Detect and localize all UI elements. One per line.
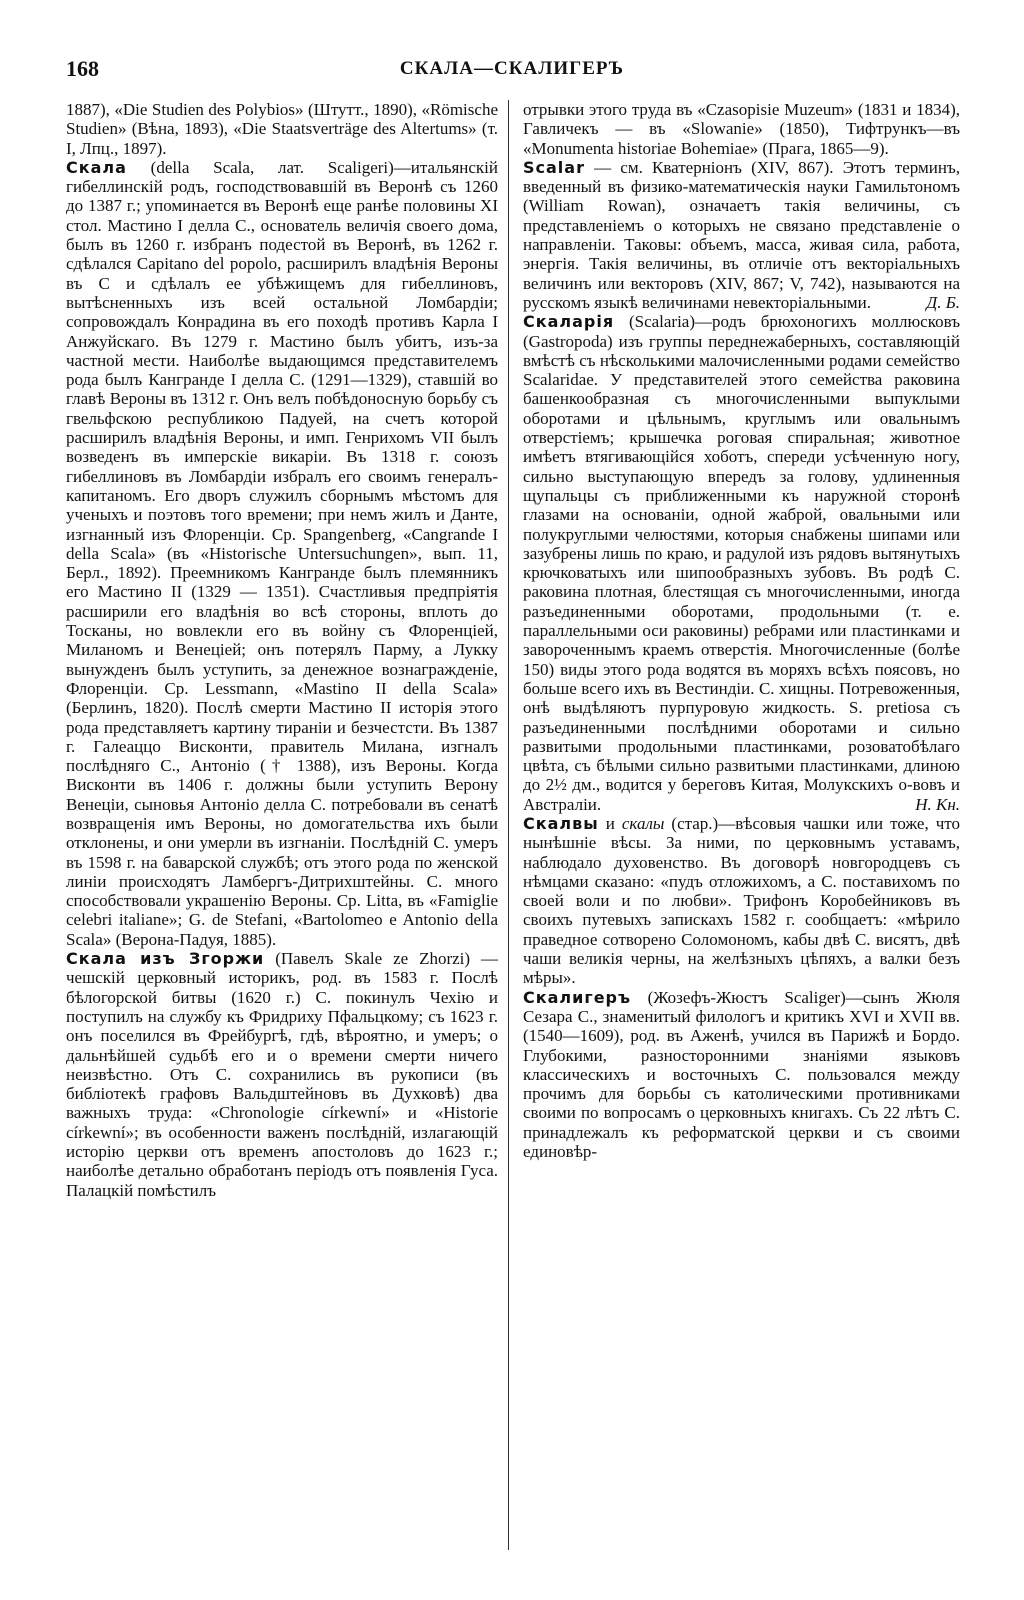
- entry-skala-iz-zgorzhi: [66, 949, 498, 1200]
- headword-scalaria: Скаларія: [523, 312, 615, 332]
- left-column: [66, 100, 498, 1200]
- entry-scaliger: [523, 988, 960, 1162]
- headword-scalar: Scalar: [523, 157, 585, 177]
- headword-skala-iz-zgorzhi: Скала изъ Згоржи: [66, 949, 265, 969]
- column-divider: [508, 100, 509, 1550]
- headword-skalvy: Скалвы: [523, 813, 599, 833]
- entry-zgorzhi-text: (Павелъ Skale ze Zhorzi) — чешскій церковный историкъ, род. въ 1583 г. Послѣ бѣлогорской битвы (1620 г.) С. покинулъ Чехію и поступилъ на службу къ Фридриху Пфальцкому; съ 1623 г. онъ поселился въ Фрейбургѣ, гдѣ, вѣроятно, и умеръ; о дальнѣйшей судьбѣ его и о времени смерти ничего неизвѣстно. Отъ С. сохранились въ рукописи (въ библіотекѣ графовъ Вальдштейновъ въ Духковѣ) два важныхъ труда: «Chronologie církewní» и «Historie církewní»; въ особенности важенъ послѣдній, излагающій исторію церкви отъ временъ апостоловъ до 1623 г.; наиболѣе детально обработанъ періодъ отъ появленія Гуса. Палацкій помѣстилъ: [66, 949, 498, 1200]
- entry-skala: [66, 158, 498, 949]
- entry-skalvy-variant: скалы: [621, 813, 665, 833]
- entry-scalar-text: — см. Кватерніонъ (XIV, 867). Этотъ терминъ, введенный въ физико-математическія науки Гамильтономъ (William Rowan), означаетъ такія величины, съ представленіемъ о которыхъ не связано представленіе о направленіи. Таковы: объемъ, масса, живая сила, работа, энергія. Такія величины, въ отличіе отъ векторіальныхъ величинъ или векторовъ (XIV, 867; V, 742), называются на русскомъ языкѣ величинами невекторіальными.: [523, 157, 960, 312]
- right-column: [523, 100, 960, 1161]
- entry-skalvy: [523, 814, 960, 988]
- author-signature: Д. Б.: [926, 292, 960, 312]
- continued-paragraph-right: отрывки этого труда въ «Czasopisie Muzeum» (1831 и 1834), Гавличекъ — въ «Slowanie» (1850), Тифтрункъ—въ «Monumenta historiae Bohemiae» (Прага, 1865—9).: [523, 100, 960, 158]
- entry-skalvy-text: (стар.)—вѣсовыя чашки или тоже, что нынѣшніе вѣсы. За ними, по церковнымъ уставамъ, наблюдало духовенство. Въ договорѣ новгородцевъ съ нѣмцами сказано: «пудъ отложихомъ, а С. поставихомъ по своей воли и по любви». Трифонъ Коробейниковъ въ своихъ путевыхъ запискахъ 1582 г. сообщаетъ: «мѣрило праведное сотворено Соломономъ, кабы двѣ С. висятъ, двѣ чаши великія черны, на желѣзныхъ цѣпяхъ, а валки безъ мѣры».: [523, 813, 960, 988]
- running-title: СКАЛА—СКАЛИГЕРЪ: [399, 58, 625, 79]
- entry-skalvy-conj: и: [598, 813, 622, 833]
- author-signature: Н. Кн.: [915, 794, 960, 814]
- headword-skala: Скала: [66, 157, 127, 177]
- entry-scalaria-text: (Scalaria)—родъ брюхоногихъ моллюсковъ (Gastropoda) изъ группы переднежаберныхъ, составляющій вмѣстѣ съ нѣсколькими малочисленными родами семейство Scalaridae. У представителей этого семейства раковина башенкообразная съ многочисленными выпуклыми оборотами и цѣльнымъ, круглымъ или овальнымъ отверстіемъ; крышечка роговая спиральная; животное имѣетъ втягивающійся хоботъ, спереди усѣченную ногу, сильно выступающую впередъ за голову, удлиненныя щупальцы съ приближенными къ наружной сторонѣ глазами на основаніи, одной жаброй, овальными или полукруглыми челюстями, которыя снабжены шипами или зазубрены лишь по краю, и радулой изъ рядовъ вытянутыхъ крючковатыхъ или шипообразныхъ зубовъ. Въ родѣ С. раковина плотная, блестящая съ многочисленными, иногда разъединенными оборотами, продольными (т. е. параллельными оси раковины) ребрами или пластинками и завороченнымъ краемъ отверстія. Многочисленные (болѣе 150) виды этого рода водятся въ моряхъ всѣхъ поясовъ, но больше всего ихъ въ Вестиндіи. С. хищны. Потревоженныя, онѣ выдѣляютъ пурпуровую жидкость. S. pretiosa съ разъединенными послѣдними оборотами и сильно развитыми продольными пластинками, розоватобѣлаго цвѣта, съ бѣлыми сильно развитыми пластинками, длиною до 2½ дм., водится у береговъ Китая, Молукскихъ о-вовъ и Австраліи.: [523, 312, 960, 814]
- entry-scaliger-text: (Жозефъ-Жюстъ Scaliger)—сынъ Жюля Сезара С., знаменитый филологъ и критикъ XVI и XVII вв. (1540—1609), род. въ Аженѣ, учился въ Парижѣ и Бордо. Глубокими, разносторонними знаніями языковъ классическихъ и восточныхъ С. пользовался между прочимъ для борьбы съ католическими противниками своими по вопросамъ о церковныхъ книгахъ. Съ 22 лѣтъ С. принадлежалъ къ реформатской церкви и съ своими единовѣр-: [523, 987, 960, 1162]
- entry-skala-text: (della Scala, лат. Scaligeri)—итальянскій гибеллинскій родъ, господствовавшій въ Веронѣ съ 1260 до 1387 г.; упоминается въ Веронѣ еще ранѣе половины XI стол. Мастино I делла С., основатель величія своего дома, былъ въ 1260 г. избранъ подестой въ Веронѣ, въ 1262 г. сдѣлался Capitano del popolo, расширилъ владѣнія Вероны въ С и сдѣлалъ ее убѣжищемъ для гибеллиновъ, вытѣсненныхъ изъ всей остальной Ломбардіи; сопровождалъ Конрадина въ его походѣ противъ Карла I Анжуйскаго. Въ 1279 г. Мастино былъ убитъ, изъ-за частной мести. Наиболѣе выдающимся представителемъ рода былъ Канграндe I делла С. (1291—1329), ставшій во главѣ Вероны въ 1312 г. Онъ велъ побѣдоносную борьбу съ гвельфскою республикою Падуей, на счетъ которой расширилъ владѣнія Вероны, и имп. Генрихомъ VII былъ возведенъ въ имперскіе викаріи. Въ 1318 г. союзъ гибеллиновъ въ Ломбардіи избралъ его своимъ генералъ-капитаномъ. Его дворъ служилъ сборнымъ мѣстомъ для ученыхъ и поэтовъ того времени; при немъ жилъ и Данте, изгнанный изъ Флоренціи. Ср. Spangenberg, «Cangrande I della Scala» (въ «Historische Untersuchungen», вып. 11, Берл., 1892). Преемникомъ Канграндe былъ племянникъ его Мастино II (1329 — 1351). Счастливыя предпріятія расширили его владѣнія во всѣ стороны, вплоть до Тосканы, но вовлекли его въ войну съ Флоренціей, Миланомъ и Венеціей; онъ потерялъ Парму, а Лукку вынужденъ былъ уступить, за денежное вознагражденіе, Флоренціи. Ср. Lessmann, «Mastino II della Scala» (Берлинъ, 1820). Послѣ смерти Мастино II исторія этого рода представляетъ картину тираніи и безчестсти. Въ 1387 г. Галеаццо Висконти, правитель Милана, изгналъ послѣдняго С., Антоніо († 1388), изъ Вероны. Когда Висконти въ 1406 г. должны были уступить Верону Венеціи, сыновья Антоніо делла С. потребовали въ сенатѣ возвращенія имъ Вероны, но домогательства ихъ были отклонены, и они умерли въ изгнаніи. Послѣдній С. умеръ въ 1598 г. на баварской службѣ; отъ этого рода по женской линіи происходятъ Ламбергъ-Дитрихштейны. С. много способствовали украшенію Вероны. Ср. Litta, въ «Famiglie celebri italiane»; G. de Stefani, «Bartolomeo e Antonio della Scala» (Верона-Падуя, 1885).: [66, 157, 498, 949]
- headword-scaliger: Скалигеръ: [523, 987, 632, 1007]
- entry-scalaria: [523, 312, 960, 814]
- page-number: 168: [66, 56, 99, 81]
- entry-scalar: [523, 158, 960, 312]
- continued-paragraph: 1887), «Die Studien des Polybios» (Штутт., 1890), «Römische Studien» (Вѣна, 1893), «Die Staatsverträge des Altertums» (т. I, Лпц., 1897).: [66, 100, 498, 158]
